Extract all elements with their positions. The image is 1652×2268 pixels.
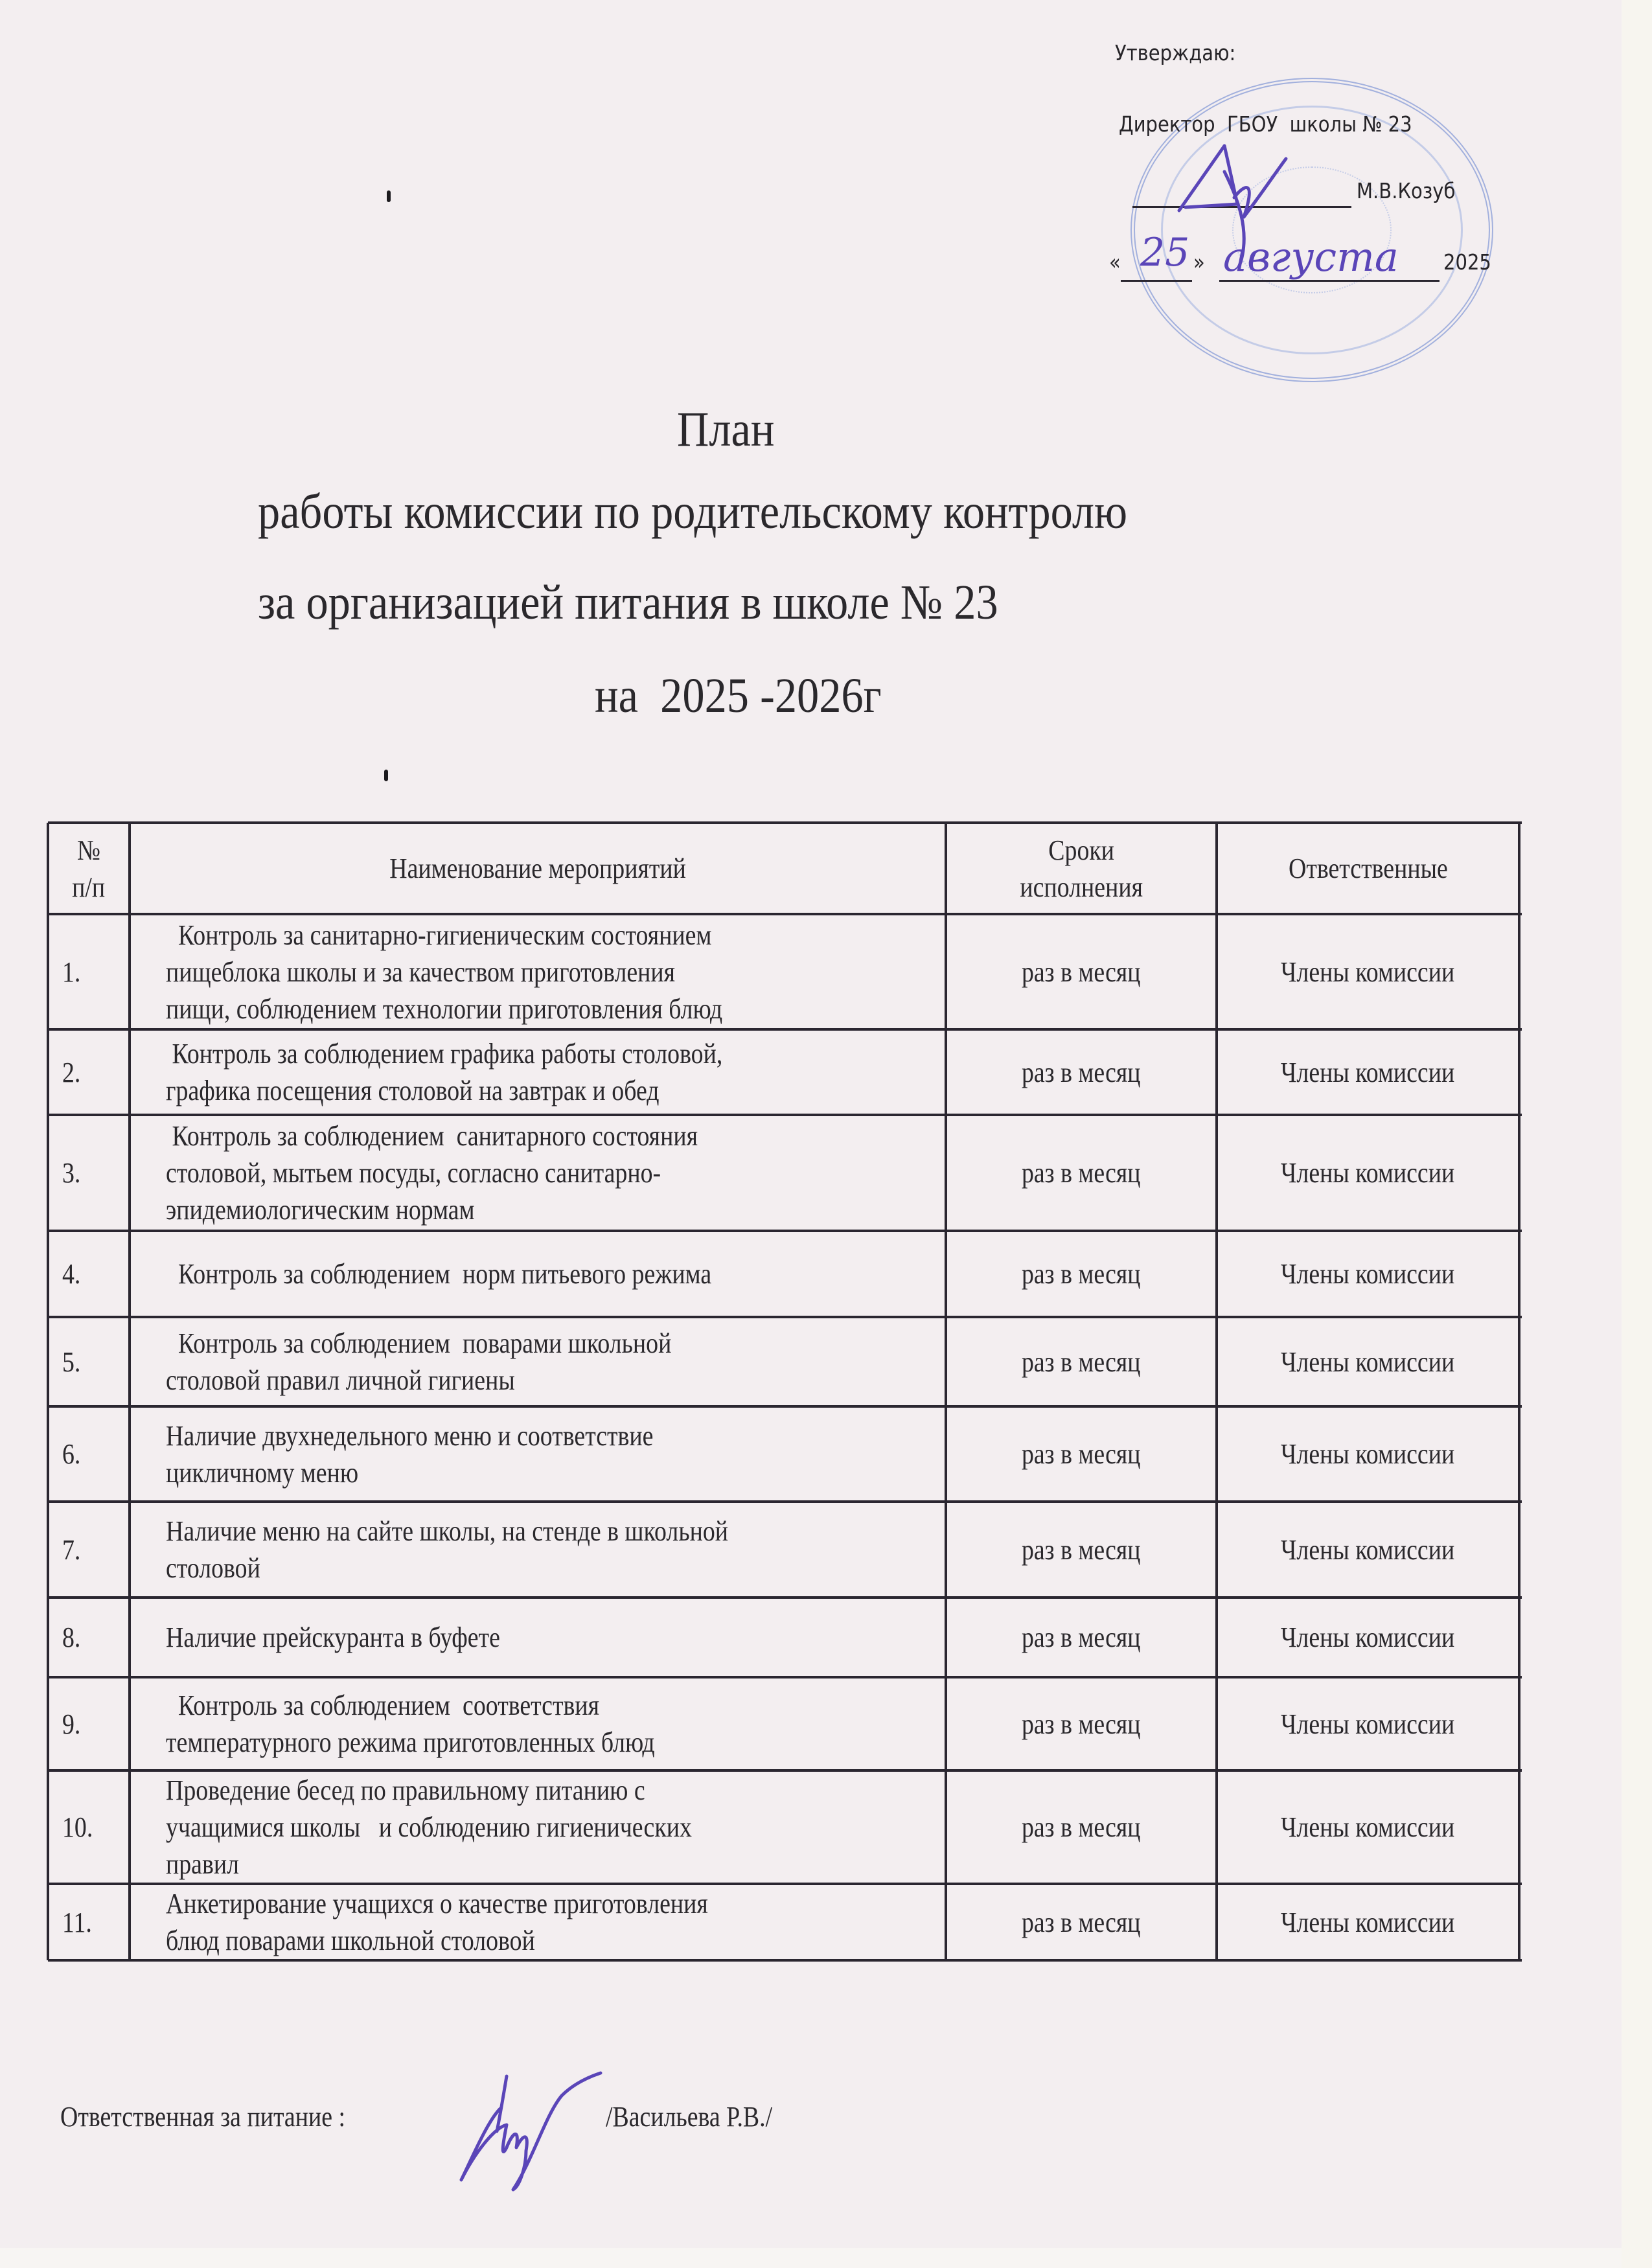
row-activity-text: эпидемиологическим нормам: [166, 1194, 475, 1226]
title-line-1: План: [677, 402, 775, 457]
row-number: [48, 1406, 130, 1502]
row-number: [48, 1115, 130, 1231]
header-name: [130, 823, 946, 914]
row-responsible: [1217, 1770, 1519, 1884]
row-activity-text: пищи, соблюдением технологии приготовления блюд: [166, 992, 723, 1025]
row-number: [48, 1502, 130, 1598]
row-number-text: 7.: [62, 1533, 81, 1566]
row-deadline-text: раз в месяц: [1022, 1621, 1141, 1653]
row-activity-text: Проведение бесед по правильному питанию с: [166, 1774, 645, 1806]
row-responsible-text: Члены комиссии: [1281, 1906, 1455, 1938]
row-responsible-text: Члены комиссии: [1281, 1811, 1455, 1843]
row-activity-text: правил: [166, 1848, 239, 1880]
row-number-text: 8.: [62, 1621, 81, 1653]
title-line-3: за организацией питания в школе № 23: [258, 575, 998, 630]
row-activity: [130, 1115, 946, 1231]
row-number-text: 9.: [62, 1708, 81, 1740]
row-responsible: [1217, 1231, 1519, 1317]
header-deadline-text: исполнения: [1020, 871, 1143, 903]
row-deadline-text: раз в месяц: [1022, 1346, 1141, 1378]
row-number-text: 3.: [62, 1157, 81, 1189]
row-deadline-text: раз в месяц: [1022, 1906, 1141, 1938]
row-activity: [130, 1598, 946, 1677]
row-activity-text: Контроль за соблюдением норм питьевого режима: [166, 1258, 712, 1290]
row-activity-text: Наличие прейскуранта в буфете: [166, 1621, 500, 1653]
header-name-text: Наименование мероприятий: [389, 853, 686, 884]
row-responsible-text: Члены комиссии: [1281, 1708, 1455, 1740]
row-responsible: [1217, 914, 1519, 1029]
row-deadline-text: раз в месяц: [1022, 1533, 1141, 1566]
row-number-text: 10.: [62, 1811, 93, 1843]
row-activity-text: цикличному меню: [166, 1456, 359, 1489]
row-activity: [130, 1406, 946, 1502]
row-responsible: [1217, 1317, 1519, 1406]
row-number: [48, 1598, 130, 1677]
row-number: [48, 1029, 130, 1115]
row-responsible: [1217, 1406, 1519, 1502]
row-deadline: [946, 914, 1217, 1029]
title-line-2: работы комиссии по родительскому контролю: [258, 485, 1128, 539]
row-responsible: [1217, 1598, 1519, 1677]
row-responsible: [1217, 1677, 1519, 1770]
row-responsible-text: Члены комиссии: [1281, 956, 1455, 988]
row-deadline-text: раз в месяц: [1022, 1258, 1141, 1290]
row-deadline-text: раз в месяц: [1022, 1708, 1141, 1740]
row-activity: [130, 1231, 946, 1317]
row-activity: [130, 1884, 946, 1960]
row-responsible-text: Члены комиссии: [1281, 1258, 1455, 1290]
row-deadline: [946, 1677, 1217, 1770]
date-year: 2025: [1443, 249, 1491, 275]
row-activity-text: Контроль за соблюдением соответствия: [166, 1690, 600, 1721]
header-deadline: [946, 823, 1217, 914]
row-number: [48, 1770, 130, 1884]
row-activity-text: Контроль за соблюдением графика работы столовой,: [166, 1038, 723, 1070]
row-deadline-text: раз в месяц: [1022, 1157, 1141, 1189]
date-day-line: [1121, 280, 1192, 282]
row-activity-text: температурного режима приготовленных блюд: [166, 1726, 655, 1758]
row-number: [48, 1677, 130, 1770]
row-responsible: [1217, 1884, 1519, 1960]
date-close-quote: »: [1193, 249, 1205, 275]
approval-position: Директор ГБОУ школы № 23: [1119, 111, 1412, 137]
row-activity-text: блюд поварами школьной столовой: [166, 1925, 535, 1956]
row-deadline: [946, 1770, 1217, 1884]
row-activity-text: пищеблока школы и за качеством приготовления: [166, 956, 676, 988]
row-activity-text: Наличие меню на сайте школы, на стенде в школьной: [166, 1515, 728, 1547]
row-responsible: [1217, 1029, 1519, 1115]
header-num-text: п/п: [72, 871, 106, 903]
row-activity: [130, 1502, 946, 1598]
header-num-text: №: [76, 834, 101, 866]
scan-edge: [0, 2248, 1622, 2268]
row-responsible: [1217, 1502, 1519, 1598]
row-activity-text: Наличие двухнедельного меню и соответствие: [166, 1419, 654, 1452]
footer-name: /Васильева Р.В./: [606, 2101, 773, 2133]
scan-edge: [1622, 0, 1652, 2268]
row-deadline: [946, 1231, 1217, 1317]
row-deadline-text: раз в месяц: [1022, 1056, 1141, 1088]
row-activity-text: графика посещения столовой на завтрак и обед: [166, 1075, 660, 1106]
row-responsible-text: Члены комиссии: [1281, 1438, 1455, 1470]
header-num: [48, 823, 130, 914]
date-open-quote: «: [1109, 249, 1121, 275]
header-responsible-text: Ответственные: [1288, 853, 1448, 884]
row-deadline: [946, 1115, 1217, 1231]
row-responsible-text: Члены комиссии: [1281, 1621, 1455, 1653]
row-activity-text: Анкетирование учащихся о качестве приготовления: [166, 1888, 708, 1919]
row-deadline: [946, 1406, 1217, 1502]
date-month: августа: [1223, 233, 1399, 281]
row-number: [48, 914, 130, 1029]
row-activity-text: столовой: [166, 1552, 260, 1584]
row-activity: [130, 914, 946, 1029]
row-deadline-text: раз в месяц: [1022, 956, 1141, 988]
row-activity: [130, 1317, 946, 1406]
row-number-text: 4.: [62, 1258, 81, 1290]
row-number-text: 1.: [62, 956, 81, 988]
title-line-4: на 2025 -2026г: [595, 669, 882, 723]
row-deadline: [946, 1884, 1217, 1960]
row-deadline: [946, 1029, 1217, 1115]
row-number-text: 2.: [62, 1056, 81, 1088]
row-deadline-text: раз в месяц: [1022, 1811, 1141, 1843]
row-activity: [130, 1677, 946, 1770]
row-number-text: 6.: [62, 1438, 81, 1470]
row-deadline: [946, 1502, 1217, 1598]
row-activity-text: Контроль за соблюдением санитарного состояния: [166, 1120, 698, 1152]
row-number: [48, 1317, 130, 1406]
footer-label: Ответственная за питание :: [60, 2101, 346, 2133]
header-deadline-text: Сроки: [1048, 834, 1114, 866]
row-number-text: 5.: [62, 1346, 81, 1378]
row-deadline: [946, 1598, 1217, 1677]
row-activity-text: столовой, мытьем посуды, согласно санитарно-: [166, 1157, 661, 1189]
row-activity-text: учащимися школы и соблюдению гигиенических: [166, 1811, 692, 1843]
responsible-signature-icon: [435, 2070, 610, 2193]
row-activity: [130, 1029, 946, 1115]
row-responsible: [1217, 1115, 1519, 1231]
date-day: 25: [1140, 230, 1190, 275]
ink-mark: [384, 770, 388, 781]
row-activity: [130, 1770, 946, 1884]
approval-label: Утверждаю:: [1115, 40, 1236, 65]
ink-mark: [387, 190, 391, 202]
row-activity-text: Контроль за соблюдением поварами школьной: [166, 1327, 672, 1359]
row-number: [48, 1884, 130, 1960]
row-number-text: 11.: [62, 1906, 92, 1938]
row-number: [48, 1231, 130, 1317]
row-responsible-text: Члены комиссии: [1281, 1157, 1455, 1189]
row-activity-text: Контроль за санитарно-гигиеническим состоянием: [166, 919, 712, 951]
row-responsible-text: Члены комиссии: [1281, 1533, 1455, 1566]
director-name: М.В.Козуб: [1357, 178, 1456, 203]
row-responsible-text: Члены комиссии: [1281, 1056, 1455, 1088]
row-deadline-text: раз в месяц: [1022, 1438, 1141, 1470]
header-responsible: [1217, 823, 1519, 914]
row-deadline: [946, 1317, 1217, 1406]
row-responsible-text: Члены комиссии: [1281, 1346, 1455, 1378]
row-activity-text: столовой правил личной гигиены: [166, 1364, 515, 1396]
